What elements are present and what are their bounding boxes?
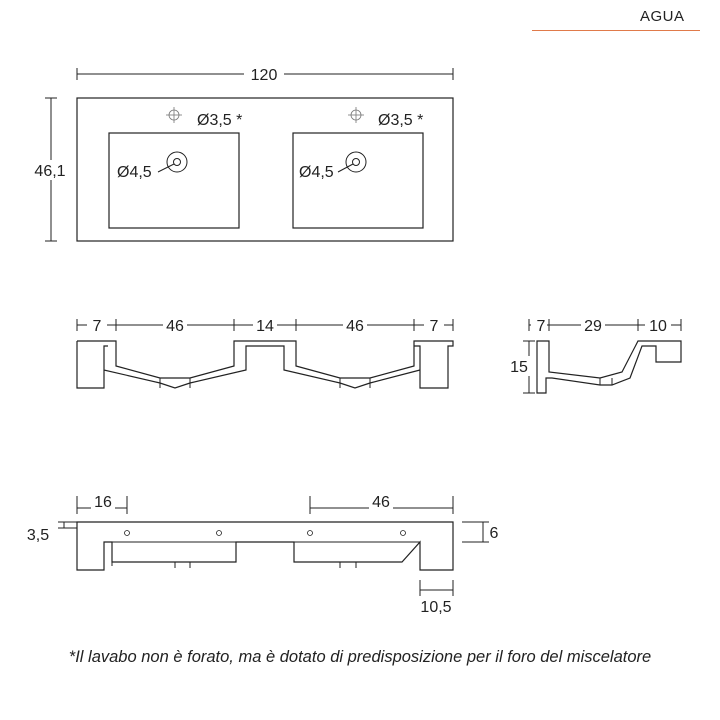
front-section [77, 315, 453, 388]
front-seg1-label: 7 [92, 318, 102, 335]
back-view-outline [77, 522, 453, 570]
tap-hole-right-label: Ø3,5 * [378, 112, 424, 129]
width-label: 120 [250, 67, 278, 84]
top-view [30, 64, 453, 241]
side-seg3-label: 10 [649, 318, 667, 335]
top-thickness-label: 3,5 [26, 527, 50, 544]
depth-label: 46,1 [34, 163, 66, 180]
front-seg5-label: 7 [429, 318, 439, 335]
front-seg4-label: 46 [346, 318, 364, 335]
side-section [506, 315, 681, 393]
side-seg2-label: 29 [584, 318, 602, 335]
end-width-label: 10,5 [420, 599, 452, 616]
basin-width-label: 46 [372, 494, 390, 511]
front-seg3-label: 14 [256, 318, 274, 335]
back-view [27, 491, 499, 616]
drain-left-label: Ø4,5 [117, 164, 152, 181]
side-seg1-label: 7 [536, 318, 546, 335]
side-height-label: 15 [510, 359, 528, 376]
front-section-profile [77, 341, 453, 388]
side-section-profile [537, 341, 681, 393]
front-seg2-label: 46 [166, 318, 184, 335]
tap-hole-left-label: Ø3,5 * [197, 112, 243, 129]
footnote: *Il lavabo non è forato, ma è dotato di predisposizione per il foro del miscelatore [68, 648, 652, 666]
offset-label: 16 [94, 494, 112, 511]
tap-hole-left-icon [166, 107, 182, 123]
tap-hole-right-icon [348, 107, 364, 123]
drain-right-label: Ø4,5 [299, 164, 334, 181]
drain-right-icon [338, 152, 366, 172]
fixing-point-icon [125, 531, 406, 536]
drain-left-icon [158, 152, 187, 172]
side-height-back-label: 6 [489, 525, 499, 542]
brand-title: AGUA [640, 8, 685, 25]
